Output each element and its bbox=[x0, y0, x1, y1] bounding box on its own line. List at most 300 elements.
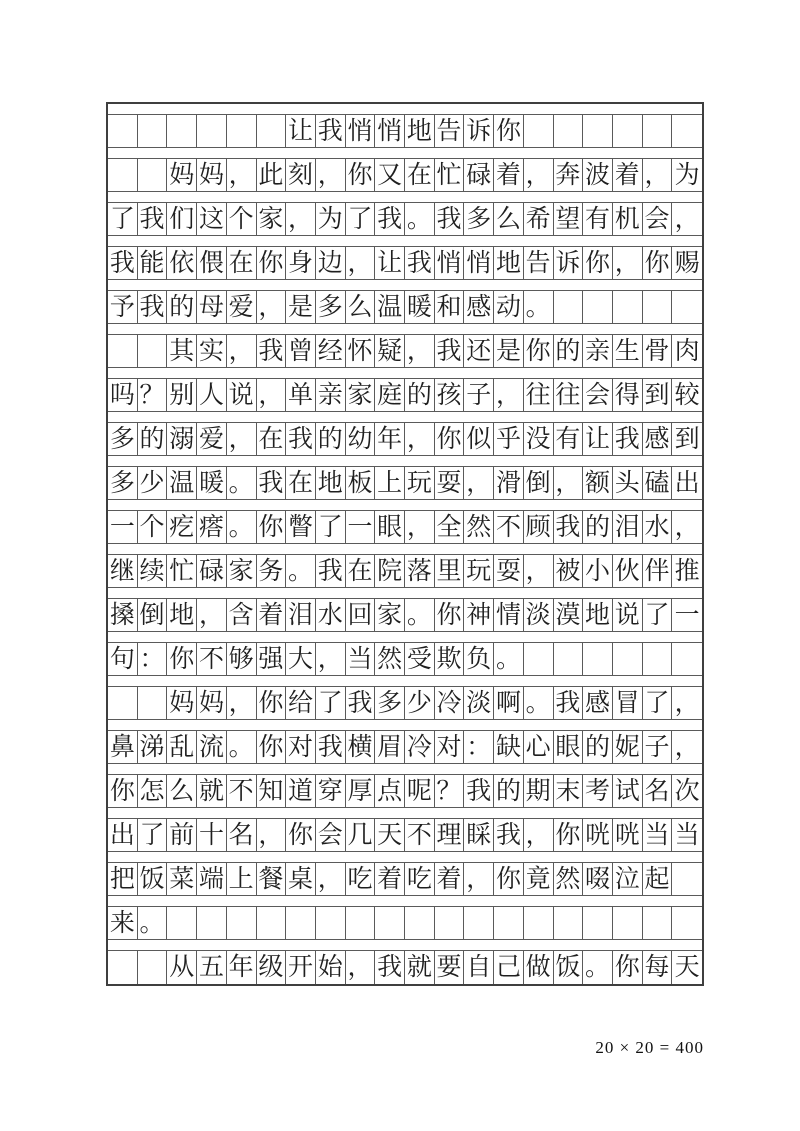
title-character: 让 bbox=[288, 116, 314, 145]
handwritten-character: 水 bbox=[644, 512, 670, 541]
grid-cell bbox=[227, 907, 257, 939]
grid-cell bbox=[257, 863, 287, 895]
handwritten-character: 理 bbox=[436, 820, 462, 849]
handwritten-character: 前 bbox=[169, 820, 195, 849]
grid-cell bbox=[554, 731, 584, 763]
handwritten-character: 神 bbox=[466, 600, 492, 629]
grid-cell bbox=[197, 203, 227, 235]
handwritten-character: 了 bbox=[317, 512, 343, 541]
grid-cell bbox=[435, 599, 465, 631]
handwritten-character: 流 bbox=[198, 732, 224, 761]
grid-cell bbox=[613, 643, 643, 675]
handwritten-character: 把 bbox=[109, 864, 135, 893]
grid-cell bbox=[286, 379, 316, 411]
handwritten-character: 滑 bbox=[495, 468, 521, 497]
handwritten-character: 怀 bbox=[347, 336, 373, 365]
grid-cell bbox=[672, 203, 702, 235]
handwritten-character: 心 bbox=[525, 732, 551, 761]
grid-cell bbox=[197, 379, 227, 411]
handwritten-character: 不 bbox=[495, 512, 521, 541]
grid-cell bbox=[375, 555, 405, 587]
handwritten-character: 咣 bbox=[614, 820, 640, 849]
handwritten-character: 水 bbox=[317, 600, 343, 629]
grid-cell bbox=[435, 511, 465, 543]
grid-cell bbox=[494, 335, 524, 367]
row-spacer bbox=[108, 676, 702, 687]
grid-cell bbox=[524, 951, 554, 984]
grid-cell bbox=[346, 159, 376, 191]
grid-cell bbox=[346, 203, 376, 235]
grid-cell bbox=[108, 599, 138, 631]
handwritten-character: 的 bbox=[139, 424, 165, 453]
grid-cell bbox=[672, 379, 702, 411]
grid-cell bbox=[167, 863, 197, 895]
grid-cell bbox=[138, 775, 168, 807]
handwritten-character: 了 bbox=[347, 204, 373, 233]
handwritten-character: 涕 bbox=[139, 732, 165, 761]
handwritten-character: 句 bbox=[109, 644, 135, 673]
grid-cell bbox=[643, 159, 673, 191]
handwritten-character: 竟 bbox=[525, 864, 551, 893]
handwritten-character: ， bbox=[674, 512, 700, 541]
grid-cell bbox=[643, 423, 673, 455]
grid-cell bbox=[613, 115, 643, 147]
handwritten-character: 名 bbox=[644, 776, 670, 805]
grid-cell bbox=[197, 951, 227, 984]
grid-cell bbox=[167, 335, 197, 367]
handwritten-character: ， bbox=[644, 160, 670, 189]
grid-cell bbox=[138, 467, 168, 499]
handwritten-character: 的 bbox=[555, 336, 581, 365]
handwritten-character: 家 bbox=[258, 204, 284, 233]
grid-cell bbox=[257, 907, 287, 939]
grid-cell bbox=[583, 643, 613, 675]
grid-cell bbox=[316, 643, 346, 675]
grid-cell bbox=[405, 555, 435, 587]
handwritten-character: 耍 bbox=[436, 468, 462, 497]
handwritten-character: 子 bbox=[644, 732, 670, 761]
handwritten-character: 赐 bbox=[674, 248, 700, 277]
grid-cell bbox=[197, 687, 227, 719]
grid-cell bbox=[405, 115, 435, 147]
grid-cell bbox=[583, 335, 613, 367]
handwritten-character: 你 bbox=[495, 864, 521, 893]
grid-cell bbox=[316, 335, 346, 367]
handwritten-character: 忙 bbox=[169, 556, 195, 585]
grid-cell bbox=[583, 687, 613, 719]
grid-cell bbox=[524, 423, 554, 455]
handwritten-character: 吃 bbox=[406, 864, 432, 893]
handwritten-character: 伙 bbox=[614, 556, 640, 585]
handwritten-character: 乱 bbox=[169, 732, 195, 761]
handwritten-character: 续 bbox=[139, 556, 165, 585]
grid-cell bbox=[643, 731, 673, 763]
grid-cell bbox=[227, 203, 257, 235]
handwritten-character: 我 bbox=[139, 204, 165, 233]
grid-cell bbox=[405, 907, 435, 939]
handwritten-character: 倒 bbox=[139, 600, 165, 629]
grid-cell bbox=[672, 423, 702, 455]
handwritten-character: 然 bbox=[555, 864, 581, 893]
grid-cell bbox=[286, 819, 316, 851]
grid-cell bbox=[405, 159, 435, 191]
grid-cell bbox=[227, 423, 257, 455]
grid-cell bbox=[583, 203, 613, 235]
grid-cell bbox=[138, 159, 168, 191]
handwritten-character: 你 bbox=[258, 688, 284, 717]
handwritten-character: 院 bbox=[377, 556, 403, 585]
handwritten-character: 落 bbox=[406, 556, 432, 585]
grid-cell bbox=[257, 511, 287, 543]
grid-cell bbox=[257, 687, 287, 719]
grid-cell bbox=[672, 159, 702, 191]
handwritten-character: 含 bbox=[228, 600, 254, 629]
grid-cell bbox=[643, 555, 673, 587]
grid-cell bbox=[316, 511, 346, 543]
grid-cell bbox=[197, 731, 227, 763]
grid-cell bbox=[583, 379, 613, 411]
grid-cell bbox=[583, 115, 613, 147]
grid-cell bbox=[405, 731, 435, 763]
handwritten-character: 桌 bbox=[288, 864, 314, 893]
handwritten-character: ， bbox=[228, 336, 254, 365]
grid-cell bbox=[108, 247, 138, 279]
handwritten-character: 年 bbox=[228, 953, 254, 981]
handwritten-character: 又 bbox=[377, 160, 403, 189]
grid-cell bbox=[227, 335, 257, 367]
grid-cell bbox=[257, 247, 287, 279]
grid-cell bbox=[613, 203, 643, 235]
handwritten-character: 呢 bbox=[406, 776, 432, 805]
grid-cell bbox=[672, 599, 702, 631]
grid-cell bbox=[554, 951, 584, 984]
grid-cell bbox=[138, 511, 168, 543]
grid-cell bbox=[108, 687, 138, 719]
grid-cell bbox=[375, 335, 405, 367]
handwritten-character: 孩 bbox=[436, 380, 462, 409]
grid-cell bbox=[108, 775, 138, 807]
grid-cell bbox=[227, 511, 257, 543]
grid-cell bbox=[464, 907, 494, 939]
handwritten-character: 上 bbox=[377, 468, 403, 497]
handwritten-character: 为 bbox=[674, 160, 700, 189]
grid-cell bbox=[346, 951, 376, 984]
grid-cell bbox=[494, 731, 524, 763]
grid-cell bbox=[672, 775, 702, 807]
handwritten-character: 你 bbox=[347, 160, 373, 189]
grid-cell bbox=[613, 467, 643, 499]
grid-cell bbox=[672, 643, 702, 675]
grid-cell bbox=[613, 687, 643, 719]
handwritten-character: ？ bbox=[139, 380, 165, 409]
title-row bbox=[108, 115, 702, 148]
handwritten-character: 。 bbox=[525, 688, 551, 717]
grid-cell bbox=[583, 819, 613, 851]
handwritten-character: 你 bbox=[436, 600, 462, 629]
grid-cell bbox=[108, 335, 138, 367]
handwritten-character: ， bbox=[555, 468, 581, 497]
grid-cell bbox=[346, 291, 376, 323]
grid-cell bbox=[108, 555, 138, 587]
grid-cell bbox=[672, 511, 702, 543]
handwritten-character: 头 bbox=[614, 468, 640, 497]
grid-cell bbox=[464, 731, 494, 763]
grid-cell bbox=[167, 467, 197, 499]
handwritten-character: 偎 bbox=[198, 248, 224, 277]
row-spacer bbox=[108, 104, 702, 115]
handwritten-character: ， bbox=[228, 688, 254, 717]
handwritten-character: ， bbox=[288, 204, 314, 233]
grid-cell bbox=[524, 247, 554, 279]
handwritten-character: 为 bbox=[317, 204, 343, 233]
grid-cell bbox=[613, 599, 643, 631]
grid-cell bbox=[138, 423, 168, 455]
handwritten-character: 感 bbox=[466, 292, 492, 321]
grid-cell bbox=[643, 467, 673, 499]
grid-cell bbox=[405, 599, 435, 631]
row-spacer bbox=[108, 808, 702, 819]
handwritten-character: 小 bbox=[585, 556, 611, 585]
grid-cell bbox=[524, 467, 554, 499]
handwritten-character: 务 bbox=[258, 556, 284, 585]
handwritten-character: 吗 bbox=[109, 380, 135, 409]
handwritten-character: 乎 bbox=[495, 424, 521, 453]
title-character: 我 bbox=[317, 116, 343, 145]
handwritten-character: 温 bbox=[377, 292, 403, 321]
grid-cell bbox=[227, 555, 257, 587]
grid-cell bbox=[167, 115, 197, 147]
grid-capacity-note: 20 × 20 = 400 bbox=[595, 1038, 704, 1057]
handwritten-character: 溺 bbox=[169, 424, 195, 453]
handwritten-character: 会 bbox=[317, 820, 343, 849]
handwritten-character: 多 bbox=[317, 292, 343, 321]
handwritten-character: 似 bbox=[466, 424, 492, 453]
grid-cell bbox=[257, 423, 287, 455]
grid-cell bbox=[167, 291, 197, 323]
grid-cell bbox=[375, 159, 405, 191]
grid-cell bbox=[257, 467, 287, 499]
grid-cell bbox=[138, 643, 168, 675]
grid-cell bbox=[197, 555, 227, 587]
handwritten-character: 自 bbox=[466, 953, 492, 981]
grid-cell bbox=[286, 291, 316, 323]
handwritten-character: 你 bbox=[288, 820, 314, 849]
handwritten-character: 。 bbox=[288, 556, 314, 585]
grid-cell bbox=[554, 863, 584, 895]
grid-cell bbox=[524, 907, 554, 939]
grid-cell bbox=[316, 599, 346, 631]
handwritten-character: 庭 bbox=[377, 380, 403, 409]
handwritten-character: ， bbox=[674, 688, 700, 717]
grid-cell bbox=[643, 863, 673, 895]
grid-cell bbox=[494, 511, 524, 543]
handwritten-character: 忙 bbox=[436, 160, 462, 189]
grid-cell bbox=[346, 643, 376, 675]
grid-cell bbox=[108, 291, 138, 323]
grid-cell bbox=[494, 423, 524, 455]
handwritten-character: 穿 bbox=[317, 776, 343, 805]
grid-cell bbox=[197, 467, 227, 499]
grid-cell bbox=[554, 511, 584, 543]
grid-cell bbox=[316, 159, 346, 191]
handwritten-character: 瘩 bbox=[198, 512, 224, 541]
grid-cell bbox=[554, 291, 584, 323]
grid-cell bbox=[257, 159, 287, 191]
handwritten-character: 的 bbox=[585, 512, 611, 541]
handwritten-character: 没 bbox=[525, 424, 551, 453]
grid-cell bbox=[375, 203, 405, 235]
handwritten-character: 经 bbox=[317, 336, 343, 365]
handwritten-character: 要 bbox=[436, 953, 462, 981]
handwritten-character: 我 bbox=[258, 336, 284, 365]
grid-cell bbox=[464, 687, 494, 719]
handwritten-character: 泪 bbox=[288, 600, 314, 629]
handwritten-character: 推 bbox=[674, 556, 700, 585]
handwritten-character: 餐 bbox=[258, 864, 284, 893]
grid-cell bbox=[108, 643, 138, 675]
handwritten-character: 刻 bbox=[288, 160, 314, 189]
handwritten-character: 能 bbox=[139, 248, 165, 277]
grid-cell bbox=[464, 335, 494, 367]
handwritten-character: 我 bbox=[317, 732, 343, 761]
title-character: 告 bbox=[436, 116, 462, 145]
handwritten-character: 里 bbox=[436, 556, 462, 585]
text-row bbox=[108, 247, 702, 280]
text-row bbox=[108, 907, 702, 940]
grid-cell bbox=[286, 863, 316, 895]
handwritten-character: 奔 bbox=[555, 160, 581, 189]
handwritten-character: ， bbox=[495, 380, 521, 409]
grid-cell bbox=[524, 555, 554, 587]
grid-cell bbox=[613, 775, 643, 807]
grid-cell bbox=[346, 511, 376, 543]
grid-cell bbox=[494, 555, 524, 587]
grid-cell bbox=[405, 467, 435, 499]
grid-cell bbox=[464, 819, 494, 851]
handwritten-character: 实 bbox=[198, 336, 224, 365]
handwritten-character: 够 bbox=[228, 644, 254, 673]
handwritten-character: 玩 bbox=[466, 556, 492, 585]
grid-cell bbox=[167, 423, 197, 455]
handwritten-character: 我 bbox=[317, 556, 343, 585]
handwritten-character: 少 bbox=[139, 468, 165, 497]
grid-cell bbox=[494, 467, 524, 499]
handwritten-character: 瞥 bbox=[288, 512, 314, 541]
handwritten-character: 睬 bbox=[466, 820, 492, 849]
grid-cell bbox=[286, 159, 316, 191]
handwritten-character: 说 bbox=[614, 600, 640, 629]
grid-cell bbox=[554, 643, 584, 675]
handwritten-character: 淡 bbox=[525, 600, 551, 629]
handwritten-character: ， bbox=[466, 864, 492, 893]
handwritten-character: ， bbox=[258, 292, 284, 321]
text-row bbox=[108, 599, 702, 632]
grid-cell bbox=[375, 731, 405, 763]
handwritten-character: 亲 bbox=[585, 336, 611, 365]
grid-cell bbox=[554, 599, 584, 631]
handwritten-character: ， bbox=[317, 864, 343, 893]
handwritten-character: 期 bbox=[525, 776, 551, 805]
handwritten-character: 欺 bbox=[436, 644, 462, 673]
grid-cell bbox=[672, 819, 702, 851]
handwritten-character: 你 bbox=[258, 512, 284, 541]
grid-cell bbox=[167, 907, 197, 939]
handwritten-character: 在 bbox=[347, 556, 373, 585]
grid-cell bbox=[316, 863, 346, 895]
grid-cell bbox=[108, 863, 138, 895]
handwritten-character: 名 bbox=[228, 820, 254, 849]
grid-cell bbox=[494, 379, 524, 411]
text-row bbox=[108, 643, 702, 676]
grid-cell bbox=[435, 379, 465, 411]
handwritten-character: ， bbox=[258, 820, 284, 849]
grid-cell bbox=[405, 511, 435, 543]
handwritten-character: 然 bbox=[466, 512, 492, 541]
handwritten-character: 十 bbox=[198, 820, 224, 849]
row-spacer bbox=[108, 720, 702, 731]
grid-cell bbox=[405, 643, 435, 675]
handwritten-character: 生 bbox=[614, 336, 640, 365]
handwritten-character: 几 bbox=[347, 820, 373, 849]
grid-cell bbox=[554, 379, 584, 411]
grid-cell bbox=[643, 115, 673, 147]
handwritten-character: 说 bbox=[228, 380, 254, 409]
handwritten-character: 怎 bbox=[139, 776, 165, 805]
handwritten-character: 额 bbox=[585, 468, 611, 497]
grid-cell bbox=[554, 423, 584, 455]
grid-cell bbox=[613, 159, 643, 191]
handwritten-character: 不 bbox=[406, 820, 432, 849]
grid-cell bbox=[346, 335, 376, 367]
grid-cell bbox=[286, 599, 316, 631]
grid-cell bbox=[435, 775, 465, 807]
handwritten-character: 这 bbox=[198, 204, 224, 233]
grid-cell bbox=[346, 247, 376, 279]
row-spacer bbox=[108, 148, 702, 159]
handwritten-character: 冷 bbox=[406, 732, 432, 761]
text-row bbox=[108, 687, 702, 720]
handwritten-character: 悄 bbox=[436, 248, 462, 277]
grid-cell bbox=[108, 907, 138, 939]
grid-cell bbox=[286, 687, 316, 719]
handwritten-character: ， bbox=[674, 732, 700, 761]
handwritten-character: 我 bbox=[555, 688, 581, 717]
grid-cell bbox=[257, 555, 287, 587]
handwritten-character: 的 bbox=[585, 732, 611, 761]
grid-cell bbox=[167, 247, 197, 279]
handwritten-character: 上 bbox=[228, 864, 254, 893]
grid-cell bbox=[346, 467, 376, 499]
grid-cell bbox=[672, 687, 702, 719]
grid-cell bbox=[286, 907, 316, 939]
handwritten-character: 个 bbox=[139, 512, 165, 541]
handwritten-character: 地 bbox=[585, 600, 611, 629]
handwritten-character: 。 bbox=[228, 512, 254, 541]
handwritten-character: 在 bbox=[288, 468, 314, 497]
grid-cell bbox=[227, 643, 257, 675]
grid-cell bbox=[464, 247, 494, 279]
grid-cell bbox=[405, 819, 435, 851]
text-row bbox=[108, 291, 702, 324]
handwritten-character: 啊 bbox=[495, 688, 521, 717]
handwritten-character: 回 bbox=[347, 600, 373, 629]
handwritten-character: 依 bbox=[169, 248, 195, 277]
handwritten-character: 着 bbox=[614, 160, 640, 189]
title-character: 诉 bbox=[466, 116, 492, 145]
grid-cell bbox=[405, 379, 435, 411]
grid-cell bbox=[257, 203, 287, 235]
handwritten-character: 在 bbox=[406, 160, 432, 189]
